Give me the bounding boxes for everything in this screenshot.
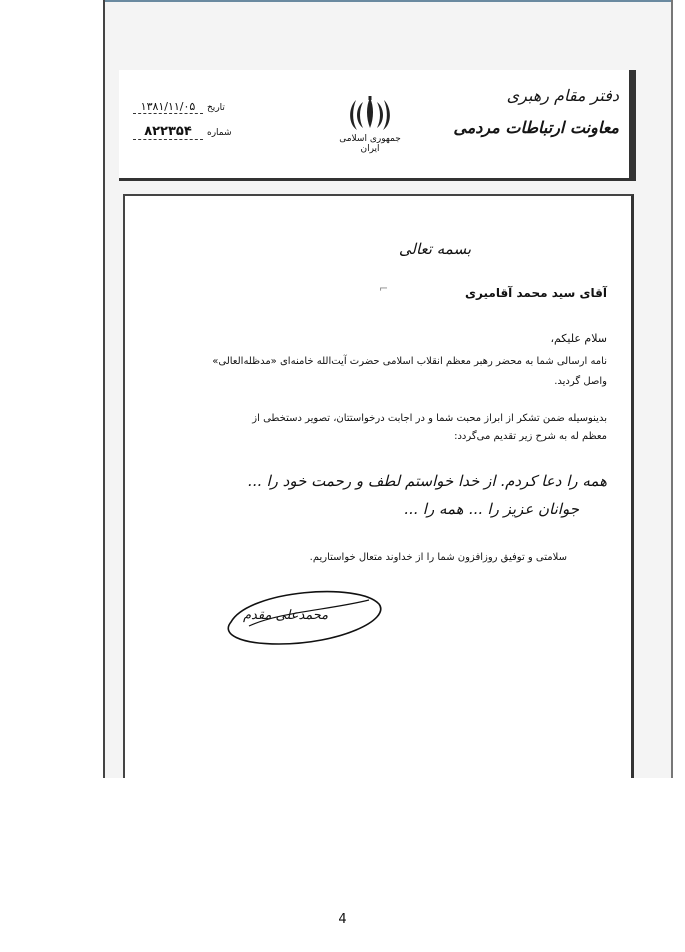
emblem-caption: جمهوری اسلامی ایران [339,134,401,154]
date-value: ۱۳۸۱/۱۱/۰۵ [133,100,203,114]
ink-mark-icon: ⌐ [379,282,389,295]
reference-number-field [133,124,232,140]
page-number: 4 [338,912,347,927]
paragraph-1-line-1: نامه ارسالی شما به محضر رهبر معظم انقلاب اسلامی حضرت آیت‌الله خامنه‌ای «مدظله‌العالی» [212,356,607,367]
signature-name: محمدعلی مقدم [243,608,329,623]
office-title: دفتر مقام رهبری [506,86,619,105]
addressee: آقای سید محمد آقامیری [465,286,607,300]
letterhead [119,70,636,181]
number-label: شماره [207,128,232,138]
number-value: ۸۲۲۳۵۴ [133,124,203,140]
scanned-document [103,0,673,778]
iran-emblem-icon [347,94,393,134]
paragraph-2-line-2: معظم له به شرح زیر تقدیم می‌گردد: [454,431,607,442]
greeting: سلام علیکم، [550,332,607,345]
scan-edge-line [105,0,671,2]
paragraph-2-line-1: بدینوسیله ضمن تشکر از ابراز محبت شما و در اجابت درخواستتان، تصویر دستخطی از [252,413,607,424]
department-title: معاونت ارتباطات مردمی [453,118,619,137]
date-label: تاریخ [207,103,225,113]
paragraph-2 [167,410,607,446]
handwritten-line-1: همه را دعا کردم. از خدا خواستم لطف و رحمت خود را ... [247,472,607,490]
paragraph-1-line-2: واصل گردید. [554,376,607,387]
paragraph-1 [167,352,607,392]
closing-sentence: سلامتی و توفیق روزافزون شما را از خداوند متعال خواستاریم. [309,552,567,563]
bismillah: بسمه تعالی [398,240,471,258]
date-field [133,100,225,114]
handwritten-line-2: جوانان عزیز را ... همه را ... [403,500,579,518]
letter-body [123,194,634,778]
